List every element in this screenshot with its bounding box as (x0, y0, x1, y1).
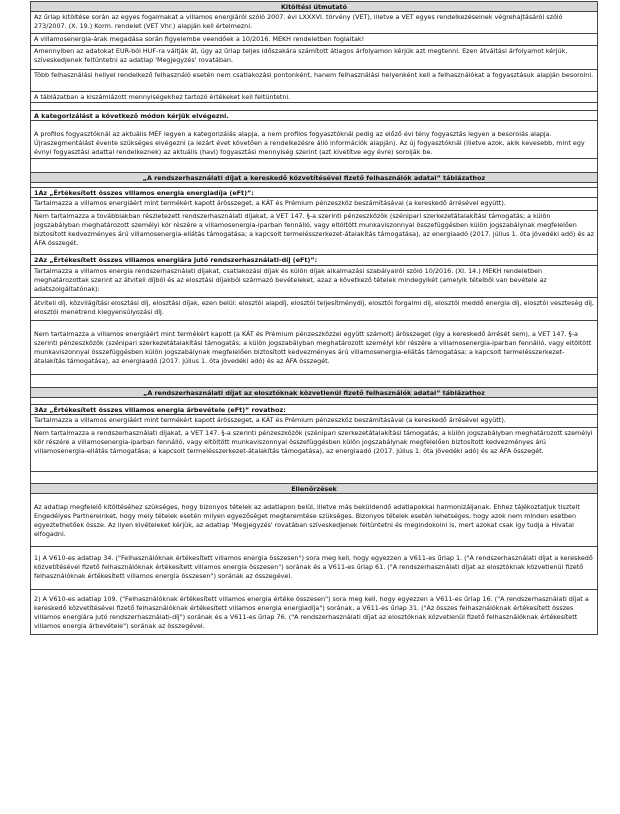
page-title: Kitöltési útmutató (30, 1, 598, 12)
checks-text: Az adatlap megfelelő kitöltéséhez szükséges, hogy bizonyos tételek az adatlapon belül, illetve más beküldendő adatlapokkal harmonizáljanak. Ehhez tájékoztatjuk tisztelt Engedélyes Partnereinket, hogy mely tételek esetén milyen egyezőséget megteremtése szükséges. Bizonyos tételek esetén lehetséges, hogy azok nem minden esetben egyeztethetőek össze. Az ilyen kivételeket kérjük, az adatlap 'Megjegyzés' rovatában szíveskedjenek feltüntetni és megindokolni is, mert azokat csak így tudja a Hivatal elfogadni. (30, 494, 598, 547)
intro-paragraph: A táblázatban a kiszámlázott mennyiségekhez tartozó értékeket kell feltüntetni. (30, 92, 598, 103)
section-heading: „A rendszerhasználati díjat az elosztóknak közvetlenül fizető felhasználók adatai” táblázathoz (30, 387, 598, 398)
item-text: Tartalmazza a villamos energia rendszerhasználati díjakat, csatlakozási díjak és külön díjak alkalmazási szabályairól szóló 10/2016. (XI. 14.) MEKH rendeletben meghatározottak szerint az átviteli díjból és az elosztási díjakból származó bevételeket, azaz a következő tételek mindegyikét (amelyik tételből van bevétele az adatszolgáltatónak): (30, 266, 598, 298)
instructions-document (30, 1, 598, 635)
item-title: 3Az „Értékesített összes villamos energia árbevétele (eFt)” rovathoz: (30, 404, 598, 415)
section-heading: Ellenőrzések (30, 483, 598, 494)
check-item: 2) A V610-es adatlap 109. ("Felhasználóknak értékesített villamos energia értéke összesen") sora meg kell, hogy egyezzen a V611-es űrlap 16. ("A rendszerhasználati díjat a kereskedő közvetítésével fizető felhasználóknak értékesített villamos energia energiadíja") sorának, a V611-es űrlap 31. ("Az összes felhasználóknak értékesített összes villamos energiára jutó rendszerhasználati-díj") sorának és a V611-es űrlap 76. ("A rendszerhasználati díjat az elosztóknak közvetlenül fizető felhasználóknak értékesített villamos energia árbevétele") sorának az összegével. (30, 590, 598, 635)
item-text: Nem tartalmazza a villamos energiáért mint termékért kapott (a KÁT és Prémium pénzeszközzel együtt számolt) árösszeget (így a kereskedő árrését sem), a VET 147. §-a szerinti pénzeszközök (szénipari szerkezetátalakítási támogatás; a külön jogszabályban meghatározott személyi kör részére a villamosenergia-iparban fennálló, vagy eltöltött munkaviszonnyal összefüggésben külön jogszabálynak megfelelően biztosított kedvezményes árú villamosenergia-ellátás támogatása; a kapcsolt termelésszerkezet-átalakítás támogatása), az energiaadó (2017. július 1. óta jövedéki adó) és az ÁFA összegét. (30, 321, 598, 375)
item-title: 2Az „Értékesített összes villamos energiára jutó rendszerhasználati-díj (eFt)”: (30, 255, 598, 266)
item-title: 1Az „Értékesített összes villamos energia energiadíja (eFt)”: (30, 187, 598, 198)
item-text: Nem tartalmazza a továbbiakban részletezett rendszerhasználati díjakat, a VET 147. §-a szerinti pénzeszközök (szénipari szerkezetátalakítási támogatás; a külön jogszabályban meghatározott személyi kör részére a villamosenergia-iparban fennálló, vagy eltöltött munkaviszonnyal összefüggésben külön jogszabálynak megfelelően biztosított kedvezményes árú villamosenergia-ellátás támogatása; a kapcsolt termelésszerkezet-átalakítás támogatása), az energiaadó (2017. július 1. óta jövedéki adó) és az ÁFA összegét. (30, 211, 598, 255)
item-text: Nem tartalmazza a rendszerhasználati díjakat, a VET 147. §-a szerinti pénzeszközök (szénipari szerkezetátalakítási támogatás; a külön jogszabályban meghatározott személyi kör részére a villamosenergia-iparban fennálló, vagy eltöltött munkaviszonnyal összefüggésben külön jogszabálynak megfelelően biztosított kedvezményes árú villamosenergia-ellátás támogatása; a kapcsolt termelésszerkezet-átalakítás támogatása), az energiaadó (2017. július 1. óta jövedéki adó) és az ÁFA összegét. (30, 428, 598, 472)
section-heading: A kategorizálást a következő módon kérjük elvégezni. (30, 110, 598, 121)
categorization-text: A profilos fogyasztóknál az aktuális MÉF legyen a kategorizálás alapja, a nem profilos fogyasztóknál pedig az előző évi tény fogyasztás legyen a besorolás alapja. Újraszegmentálást évente szükséges elvégezni (a lezárt évet követően a rendelkezésre álló információk alapján). Az új fogyasztóknál (illetve azok, akik kevesebb, mint egy évnyi fogyasztási adattal rendelkeznek) az aktuális (havi) fogyasztási mennyiség szerint (azt kivetítve egy évre) sorolják be. (30, 121, 598, 159)
section-heading: „A rendszerhasználati díjat a kereskedő közvetítésével fizető felhasználók adatai” táblázathoz (30, 172, 598, 183)
check-item: 1) A V610-es adatlap 34. ("Felhasználóknak értékesített villamos energia összesen") sora meg kell, hogy egyezzen a V611-es űrlap 1. ("A rendszerhasználati díjat a kereskedő közvetítésével fizető felhasználóknak értékesített villamos energia összesen") sorának és a V611-es űrlap 61. ("A rendszerhasználati díjat az elosztóknak közvetlenül fizető felhasználóknak értékesített villamos energia összesen") sorának az összegével. (30, 547, 598, 590)
item-text: Tartalmazza a villamos energiáért mint termékért kapott árösszeget, a KÁT és Prémium pénzeszköz beszámításával (a kereskedő árrésével együtt). (30, 198, 598, 211)
item-text: Tartalmazza a villamos energiáért mint termékért kapott árösszeget, a KÁT és Prémium pénzeszköz beszámításával (a kereskedő árrésével együtt). (30, 415, 598, 428)
intro-paragraph: Az űrlap kitöltése során az egyes fogalmakat a villamos energiáról szóló 2007. évi LXXXVI. törvény (VET), illetve a VET egyes rendelkezéseinek végrehajtásáról szóló 273/2007. (X. 19.) Korm. rendelet (VET Vhr.) alapján kell értelmezni. (30, 12, 598, 34)
intro-paragraph: A villamosenergia-árak megadása során figyelembe veendőek a 10/2016. MEKH rendeletben foglaltak! (30, 34, 598, 46)
item-text: átviteli díj, közvilágítási elosztási díj, elosztási díjak, ezen belül: elosztói alapdíj, elosztói teljesítménydíj, elosztói forgalmi díj, elosztói meddő energia díj, elosztói veszteség díj, elosztói menetrend kiegyensúlyozási díj. (30, 298, 598, 321)
intro-paragraph: Több felhasználási hellyel rendelkező felhasználó esetén nem csatlakozási pontonként, hanem felhasználási helyenként kell a felhasználókat a fogyasztásuk alapján besorolni. (30, 70, 598, 92)
intro-paragraph: Amennyiben az adatokat EUR-ból HUF-ra váltják át, úgy az űrlap teljes időszakára számított átlagos árfolyamon kérjük azt megtenni. Ezen átváltási árfolyamot kérjük, szíveskedjenek feltüntetni az adatlap 'Megjegyzés' rovatában. (30, 46, 598, 70)
